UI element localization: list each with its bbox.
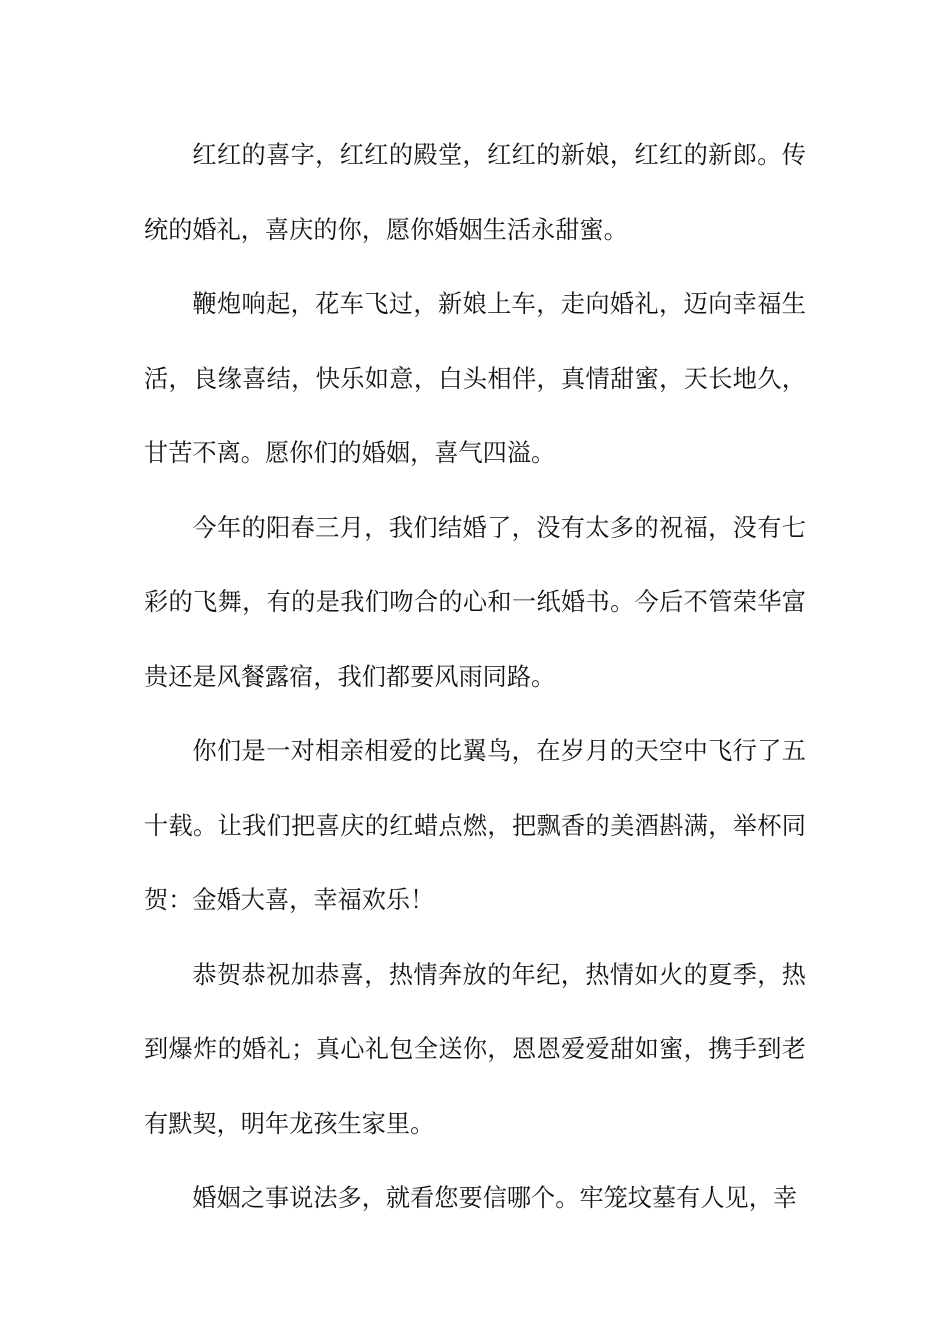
paragraph-5: 恭贺恭祝加恭喜，热情奔放的年纪，热情如火的夏季，热到爆炸的婚礼；真心礼包全送你，恩恩爱爱甜如蜜，携手到老有默契，明年龙孩生家里。 xyxy=(144,960,806,1138)
paragraph-4: 你们是一对相亲相爱的比翼鸟，在岁月的天空中飞行了五十载。让我们把喜庆的红蜡点燃，把飘香的美酒斟满，举杯同贺：金婚大喜，幸福欢乐！ xyxy=(144,737,806,914)
paragraph-6: 婚姻之事说法多，就看您要信哪个。牢笼坟墓有人见，幸 xyxy=(192,1184,798,1212)
paragraph-3: 今年的阳春三月，我们结婚了，没有太多的祝福，没有七彩的飞舞，有的是我们吻合的心和一纸婚书。今后不管荣华富贵还是风餐露宿，我们都要风雨同路。 xyxy=(144,513,806,691)
paragraph-1: 红红的喜字，红红的殿堂，红红的新娘，红红的新郎。传统的婚礼，喜庆的你，愿你婚姻生活永甜蜜。 xyxy=(144,141,806,244)
paragraph-2: 鞭炮响起，花车飞过，新娘上车，走向婚礼，迈向幸福生活，良缘喜结，快乐如意，白头相伴，真情甜蜜，天长地久，甘苦不离。愿你们的婚姻，喜气四溢。 xyxy=(144,290,806,467)
document-body xyxy=(144,118,806,1236)
